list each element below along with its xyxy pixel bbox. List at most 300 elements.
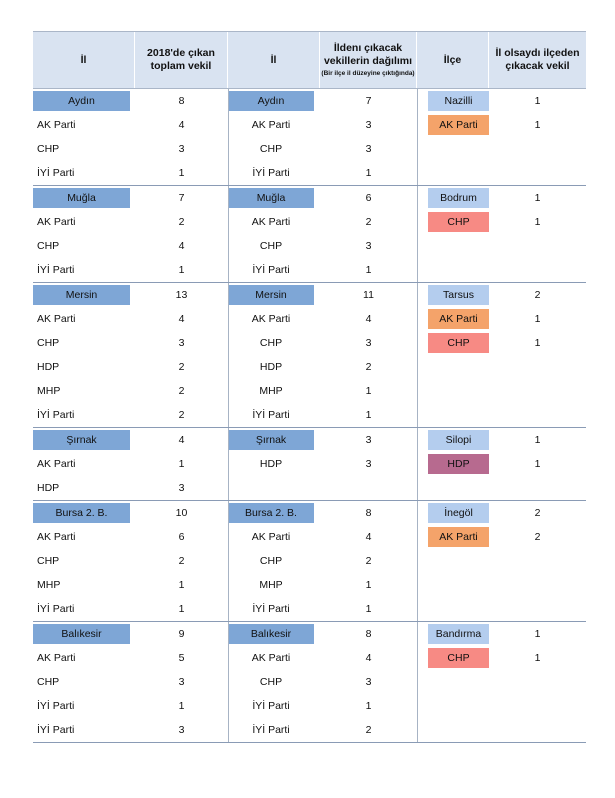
- table-row: [33, 355, 586, 379]
- province-label-bar: [33, 430, 130, 450]
- cell-text: 1: [365, 385, 372, 397]
- province-group: [33, 622, 586, 743]
- total-cell: [135, 622, 228, 646]
- district-cell: [417, 549, 489, 573]
- cell-text: HDP: [37, 482, 60, 494]
- cell-text: 2: [178, 409, 185, 421]
- cell-text: 1: [534, 652, 541, 664]
- column-divider: [228, 428, 229, 500]
- district-seats-cell: [489, 501, 586, 525]
- province-2-cell: [228, 355, 320, 379]
- cell-text: 1: [178, 700, 185, 712]
- distribution-cell: [320, 379, 417, 403]
- district-seats-cell: [489, 428, 586, 452]
- province-2-cell: [228, 137, 320, 161]
- cell-text: 2: [178, 555, 185, 567]
- cell-text: 5: [178, 652, 185, 664]
- distribution-cell: [320, 597, 417, 621]
- province-2-cell: [228, 525, 320, 549]
- table-row: [33, 694, 586, 718]
- province-2-cell: [228, 476, 320, 500]
- header-distribution: [320, 32, 417, 88]
- cell-text: CHP: [259, 676, 283, 688]
- distribution-cell: [320, 186, 417, 210]
- distribution-cell: [320, 694, 417, 718]
- district-cell: [417, 646, 489, 670]
- province-cell: [33, 283, 135, 307]
- table-row: [33, 646, 586, 670]
- province-label-bar: [33, 285, 130, 305]
- cell-text: İYİ Parti: [37, 264, 75, 276]
- table-row: [33, 331, 586, 355]
- cell-text: 7: [178, 192, 185, 204]
- bar-label: Nazilli: [444, 95, 473, 107]
- table-row: [33, 573, 586, 597]
- cell-text: 4: [178, 240, 185, 252]
- distribution-cell: [320, 161, 417, 185]
- province-group: [33, 186, 586, 283]
- column-divider: [417, 622, 418, 742]
- bar-label: Bursa 2. B.: [245, 507, 297, 519]
- cell-text: 3: [365, 119, 372, 131]
- cell-text: 1: [534, 628, 541, 640]
- province-label-bar: [33, 91, 130, 111]
- province-cell: [33, 307, 135, 331]
- province-cell: [33, 670, 135, 694]
- province-group: [33, 283, 586, 428]
- cell-text: 4: [178, 313, 185, 325]
- cell-text: 8: [365, 628, 372, 640]
- total-cell: [135, 161, 228, 185]
- total-cell: [135, 403, 228, 427]
- bar-label: HDP: [447, 458, 470, 470]
- cell-text: MHP: [37, 579, 61, 591]
- province-label-bar: [228, 624, 314, 644]
- cell-text: 3: [178, 337, 185, 349]
- cell-text: İYİ Parti: [37, 167, 75, 179]
- cell-text: 2: [178, 385, 185, 397]
- province-cell: [33, 113, 135, 137]
- district-cell: [417, 113, 489, 137]
- district-seats-cell: [489, 549, 586, 573]
- cell-text: İYİ Parti: [252, 724, 290, 736]
- district-cell: [417, 525, 489, 549]
- distribution-cell: [320, 113, 417, 137]
- distribution-cell: [320, 452, 417, 476]
- district-seats-cell: [489, 283, 586, 307]
- district-label-bar: [428, 188, 489, 208]
- distribution-cell: [320, 210, 417, 234]
- district-seats-cell: [489, 694, 586, 718]
- table-row: [33, 113, 586, 137]
- table-row: [33, 258, 586, 282]
- total-cell: [135, 234, 228, 258]
- province-2-cell: [228, 694, 320, 718]
- district-cell: [417, 501, 489, 525]
- total-cell: [135, 718, 228, 742]
- province-2-cell: [228, 622, 320, 646]
- distribution-cell: [320, 137, 417, 161]
- distribution-cell: [320, 234, 417, 258]
- district-cell: [417, 161, 489, 185]
- cell-text: 2: [178, 361, 185, 373]
- total-cell: [135, 646, 228, 670]
- cell-text: 1: [178, 579, 185, 591]
- cell-text: 2: [534, 507, 541, 519]
- header-district: İlçe: [417, 32, 489, 88]
- cell-text: MHP: [259, 385, 283, 397]
- district-label-bar: [428, 115, 489, 135]
- total-cell: [135, 89, 228, 113]
- district-seats-cell: [489, 573, 586, 597]
- bar-label: Şırnak: [66, 434, 97, 446]
- cell-text: 8: [365, 507, 372, 519]
- district-cell: [417, 403, 489, 427]
- header-distribution-note: (Bir ilçe il düzeyine çıktığında): [321, 70, 415, 77]
- district-cell: [417, 210, 489, 234]
- total-cell: [135, 525, 228, 549]
- bar-label: Bodrum: [440, 192, 477, 204]
- province-2-cell: [228, 258, 320, 282]
- bar-label: AK Parti: [439, 313, 478, 325]
- district-label-bar: [428, 333, 489, 353]
- province-2-cell: [228, 549, 320, 573]
- table-body: [33, 89, 586, 743]
- distribution-cell: [320, 428, 417, 452]
- province-group: [33, 428, 586, 501]
- province-cell: [33, 210, 135, 234]
- header-total-2018: 2018'de çıkan toplam vekil: [135, 32, 228, 88]
- total-cell: [135, 355, 228, 379]
- cell-text: 3: [365, 337, 372, 349]
- cell-text: 11: [363, 289, 374, 301]
- district-cell: [417, 573, 489, 597]
- district-label-bar: [428, 454, 489, 474]
- table-row: [33, 718, 586, 742]
- cell-text: AK Parti: [37, 458, 76, 470]
- cell-text: 4: [365, 531, 372, 543]
- table-row: [33, 428, 586, 452]
- bar-label: Mersin: [255, 289, 287, 301]
- cell-text: MHP: [259, 579, 283, 591]
- province-cell: [33, 89, 135, 113]
- province-2-cell: [228, 161, 320, 185]
- district-label-bar: [428, 309, 489, 329]
- cell-text: AK Parti: [37, 652, 76, 664]
- distribution-cell: [320, 476, 417, 500]
- cell-text: 1: [534, 192, 541, 204]
- province-cell: [33, 597, 135, 621]
- cell-text: 2: [365, 555, 372, 567]
- header-province: İl: [33, 32, 135, 88]
- district-cell: [417, 379, 489, 403]
- distribution-cell: [320, 258, 417, 282]
- table-row: [33, 379, 586, 403]
- province-2-cell: [228, 283, 320, 307]
- bar-label: Balıkesir: [250, 628, 292, 640]
- column-divider: [417, 186, 418, 282]
- province-cell: [33, 549, 135, 573]
- total-cell: [135, 137, 228, 161]
- total-cell: [135, 549, 228, 573]
- bar-label: CHP: [447, 216, 470, 228]
- table-header: [33, 31, 586, 89]
- distribution-cell: [320, 355, 417, 379]
- province-cell: [33, 428, 135, 452]
- province-2-cell: [228, 379, 320, 403]
- bar-label: İnegöl: [444, 507, 473, 519]
- bar-label: Muğla: [67, 192, 96, 204]
- table-row: [33, 89, 586, 113]
- distribution-cell: [320, 573, 417, 597]
- cell-text: 1: [534, 434, 541, 446]
- distribution-cell: [320, 403, 417, 427]
- cell-text: MHP: [37, 385, 61, 397]
- province-cell: [33, 622, 135, 646]
- province-2-cell: [228, 210, 320, 234]
- cell-text: HDP: [37, 361, 60, 373]
- district-seats-cell: [489, 670, 586, 694]
- cell-text: 1: [365, 409, 372, 421]
- bar-label: CHP: [447, 652, 470, 664]
- column-divider: [228, 622, 229, 742]
- cell-text: CHP: [259, 555, 283, 567]
- district-label-bar: [428, 212, 489, 232]
- province-2-cell: [228, 646, 320, 670]
- cell-text: 2: [365, 216, 372, 228]
- district-cell: [417, 186, 489, 210]
- table-row: [33, 161, 586, 185]
- vote-distribution-table: [33, 31, 586, 743]
- column-divider: [228, 186, 229, 282]
- cell-text: CHP: [259, 143, 283, 155]
- cell-text: CHP: [259, 337, 283, 349]
- district-seats-cell: [489, 331, 586, 355]
- cell-text: CHP: [259, 240, 283, 252]
- distribution-cell: [320, 283, 417, 307]
- table-row: [33, 549, 586, 573]
- district-cell: [417, 718, 489, 742]
- table-row: [33, 283, 586, 307]
- province-2-cell: [228, 113, 320, 137]
- district-seats-cell: [489, 137, 586, 161]
- table-row: [33, 137, 586, 161]
- district-cell: [417, 89, 489, 113]
- table-row: [33, 597, 586, 621]
- province-label-bar: [228, 91, 314, 111]
- province-label-bar: [228, 430, 314, 450]
- district-label-bar: [428, 527, 489, 547]
- province-label-bar: [33, 624, 130, 644]
- district-seats-cell: [489, 186, 586, 210]
- district-label-bar: [428, 430, 489, 450]
- distribution-cell: [320, 331, 417, 355]
- cell-text: 2: [178, 216, 185, 228]
- distribution-cell: [320, 549, 417, 573]
- province-2-cell: [228, 89, 320, 113]
- column-divider: [417, 501, 418, 621]
- cell-text: AK Parti: [37, 313, 76, 325]
- cell-text: AK Parti: [251, 531, 291, 543]
- province-label-bar: [33, 503, 130, 523]
- district-seats-cell: [489, 307, 586, 331]
- province-cell: [33, 694, 135, 718]
- table-row: [33, 476, 586, 500]
- district-seats-cell: [489, 718, 586, 742]
- distribution-cell: [320, 622, 417, 646]
- column-divider: [228, 501, 229, 621]
- cell-text: CHP: [37, 555, 60, 567]
- bar-label: CHP: [447, 337, 470, 349]
- cell-text: 1: [534, 458, 541, 470]
- total-cell: [135, 283, 228, 307]
- cell-text: 3: [178, 676, 185, 688]
- cell-text: 1: [365, 603, 372, 615]
- cell-text: 3: [365, 676, 372, 688]
- district-cell: [417, 234, 489, 258]
- district-cell: [417, 428, 489, 452]
- province-cell: [33, 137, 135, 161]
- district-seats-cell: [489, 403, 586, 427]
- cell-text: 1: [534, 337, 541, 349]
- column-divider: [228, 89, 229, 185]
- cell-text: HDP: [259, 458, 283, 470]
- district-seats-cell: [489, 89, 586, 113]
- total-cell: [135, 476, 228, 500]
- bar-label: AK Parti: [439, 531, 478, 543]
- total-cell: [135, 379, 228, 403]
- table-row: [33, 452, 586, 476]
- cell-text: İYİ Parti: [37, 700, 75, 712]
- district-cell: [417, 137, 489, 161]
- cell-text: 3: [365, 434, 372, 446]
- province-cell: [33, 403, 135, 427]
- bar-label: Aydın: [68, 95, 95, 107]
- table-row: [33, 525, 586, 549]
- province-2-cell: [228, 573, 320, 597]
- distribution-cell: [320, 525, 417, 549]
- province-2-cell: [228, 186, 320, 210]
- district-seats-cell: [489, 622, 586, 646]
- cell-text: CHP: [37, 676, 60, 688]
- total-cell: [135, 428, 228, 452]
- cell-text: 4: [365, 652, 372, 664]
- column-divider: [417, 283, 418, 427]
- district-seats-cell: [489, 234, 586, 258]
- table-row: [33, 622, 586, 646]
- district-seats-cell: [489, 161, 586, 185]
- distribution-cell: [320, 646, 417, 670]
- header-distribution-title: İldenı çıkacak vekillerin dağılımı: [323, 42, 413, 67]
- header-province-2: İl: [228, 32, 320, 88]
- bar-label: Muğla: [256, 192, 286, 204]
- district-cell: [417, 694, 489, 718]
- province-2-cell: [228, 428, 320, 452]
- distribution-cell: [320, 89, 417, 113]
- bar-label: Tarsus: [443, 289, 474, 301]
- district-seats-cell: [489, 210, 586, 234]
- province-cell: [33, 258, 135, 282]
- total-cell: [135, 452, 228, 476]
- province-cell: [33, 718, 135, 742]
- header-district-seats: İl olsaydı ilçeden çıkacak vekil: [495, 47, 580, 72]
- cell-text: AK Parti: [37, 216, 76, 228]
- cell-text: 1: [534, 216, 541, 228]
- cell-text: CHP: [37, 337, 60, 349]
- district-seats-cell: [489, 597, 586, 621]
- table-row: [33, 307, 586, 331]
- distribution-cell: [320, 307, 417, 331]
- cell-text: 2: [365, 724, 372, 736]
- cell-text: 1: [365, 167, 372, 179]
- column-divider: [228, 283, 229, 427]
- province-group: [33, 89, 586, 186]
- cell-text: 3: [365, 458, 372, 470]
- cell-text: 1: [534, 119, 541, 131]
- district-seats-cell: [489, 258, 586, 282]
- cell-text: AK Parti: [251, 119, 291, 131]
- cell-text: CHP: [37, 143, 60, 155]
- cell-text: İYİ Parti: [252, 700, 290, 712]
- province-group: [33, 501, 586, 622]
- table-row: [33, 186, 586, 210]
- province-label-bar: [228, 503, 314, 523]
- province-cell: [33, 646, 135, 670]
- province-label-bar: [228, 188, 314, 208]
- cell-text: 1: [534, 313, 541, 325]
- district-cell: [417, 452, 489, 476]
- district-cell: [417, 622, 489, 646]
- total-cell: [135, 694, 228, 718]
- district-seats-cell: [489, 525, 586, 549]
- province-2-cell: [228, 331, 320, 355]
- table-row: [33, 501, 586, 525]
- district-seats-cell: [489, 355, 586, 379]
- province-2-cell: [228, 403, 320, 427]
- province-2-cell: [228, 597, 320, 621]
- total-cell: [135, 210, 228, 234]
- cell-text: AK Parti: [251, 216, 291, 228]
- district-seats-cell: [489, 452, 586, 476]
- total-cell: [135, 597, 228, 621]
- cell-text: AK Parti: [251, 313, 291, 325]
- province-2-cell: [228, 501, 320, 525]
- cell-text: 1: [365, 579, 372, 591]
- bar-label: Aydın: [257, 95, 285, 107]
- bar-label: Silopi: [445, 434, 472, 446]
- cell-text: İYİ Parti: [37, 724, 75, 736]
- cell-text: 1: [365, 700, 372, 712]
- cell-text: AK Parti: [251, 652, 291, 664]
- bar-label: Bandırma: [435, 628, 482, 640]
- province-2-cell: [228, 452, 320, 476]
- table-row: [33, 234, 586, 258]
- province-cell: [33, 379, 135, 403]
- province-2-cell: [228, 234, 320, 258]
- province-2-cell: [228, 307, 320, 331]
- bar-label: Balıkesir: [61, 628, 102, 640]
- province-cell: [33, 501, 135, 525]
- province-label-bar: [33, 188, 130, 208]
- district-seats-cell: [489, 646, 586, 670]
- province-2-cell: [228, 718, 320, 742]
- total-cell: [135, 258, 228, 282]
- cell-text: 13: [175, 289, 188, 301]
- cell-text: 7: [365, 95, 372, 107]
- cell-text: 2: [365, 361, 372, 373]
- province-label-bar: [228, 285, 314, 305]
- distribution-cell: [320, 501, 417, 525]
